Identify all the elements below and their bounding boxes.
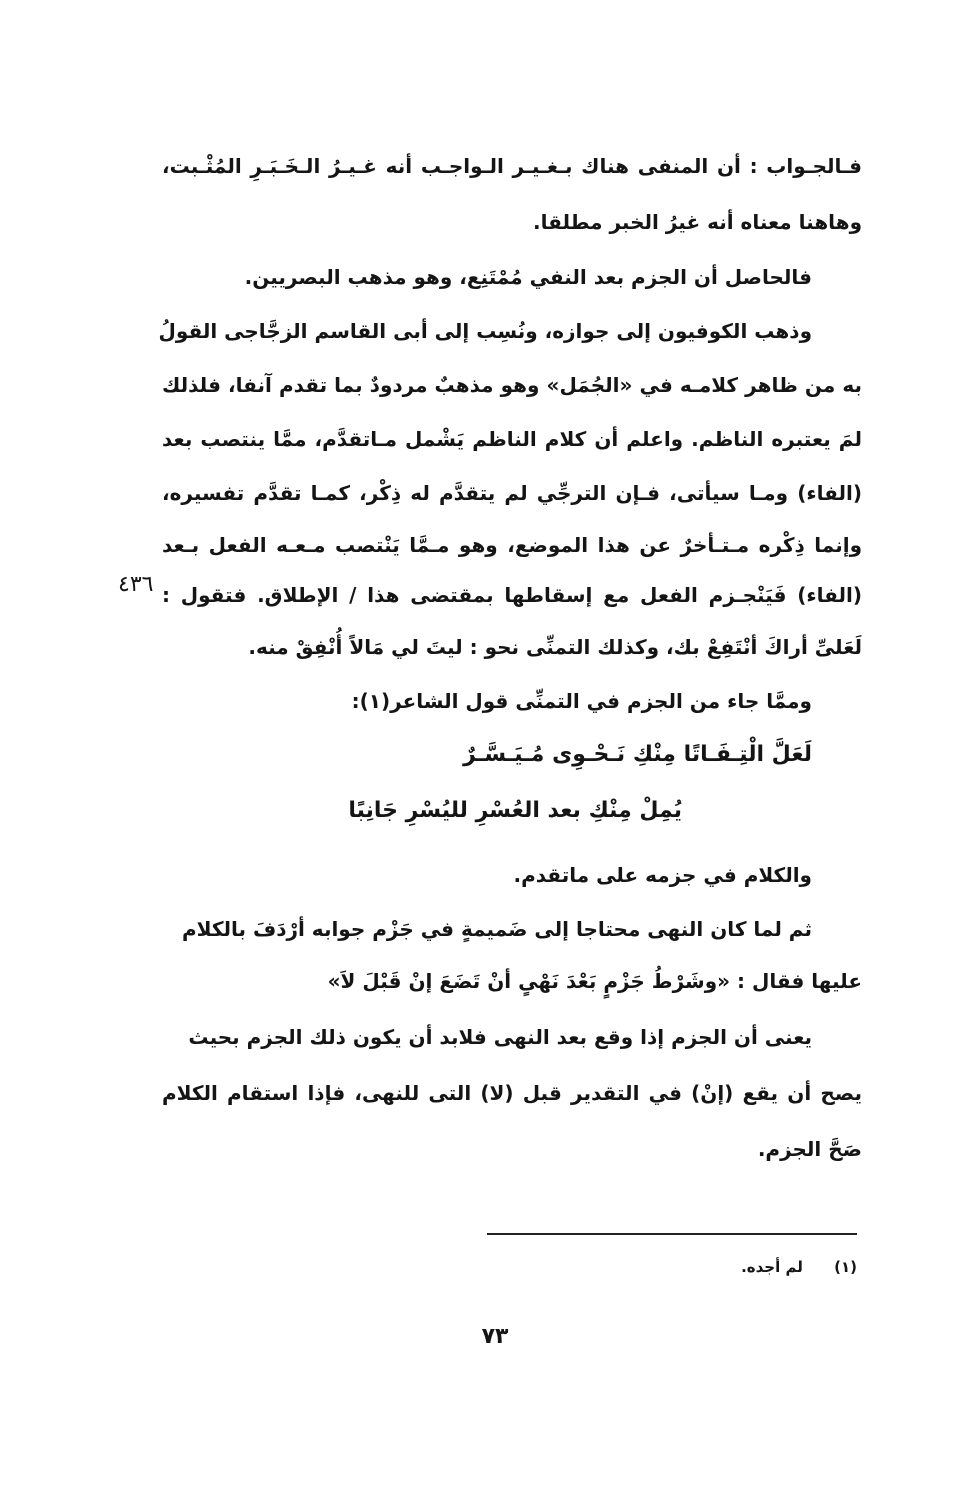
footnote — [741, 1255, 857, 1279]
text-line: وممَّا جاء من الجزم في التمنِّى قول الشاعر(١): — [351, 689, 812, 713]
page-number: ٧٣ — [481, 1324, 509, 1349]
text-line: (الفاء) ومـا سيأتى، فـإن الترجِّي لم يتقدَّم له ذِكْر، كمـا تقدَّم تفسيره، — [162, 481, 862, 505]
text-line: ثم لما كان النهى محتاجا إلى ضَميمةٍ في جَزْم جوابه أرْدَفَ بالكلام — [182, 917, 812, 941]
text-line: يصح أن يقع (إنْ) في التقدير قبل (لا) التى للنهى، فإذا استقام الكلام — [162, 1081, 862, 1105]
text-line: عليها فقال : «وشَرْطُ جَزْمٍ بَعْدَ نَهْىٍ أنْ تَضَعَ إنْ قَبْلَ لاَ» — [327, 969, 862, 993]
margin-page-reference: ٤٣٦ — [118, 572, 154, 597]
text-line: وإنما ذِكْره مـتـأخرٌ عن هذا الموضع، وهو مـمَّا يَنْتصب مـعـه الفعل بـعد — [162, 533, 862, 557]
footnote-text: لم أجده. — [741, 1258, 803, 1276]
footnote-number: (١) — [834, 1258, 857, 1276]
text-line: به من ظاهر كلامـه في «الجُمَل» وهو مذهبٌ مردودٌ بما تقدم آنفا، فلذلك — [162, 373, 862, 397]
verse-hemistich-second: يُمِلْ مِنْكِ بعد العُسْرِ لليُسْرِ جَانِبًا — [348, 798, 682, 823]
text-line: فالحاصل أن الجزم بعد النفي مُمْتَنِع، وهو مذهب البصريين. — [244, 265, 812, 289]
text-line: فـالجـواب : أن المنفى هناك بـغـيـر الـواجـب أنه غـيـرُ الـخَـبَـرِ المُثْـبت، — [162, 154, 862, 178]
footnote-divider — [487, 1233, 857, 1235]
text-line: وذهب الكوفيون إلى جوازه، ونُسِب إلى أبى القاسم الزجَّاجى القولُ — [158, 319, 812, 343]
text-line: (الفاء) فَيَنْجـزم الفعل مع إسقاطها بمقتضى هذا / الإطلاق. فتقول : — [162, 583, 862, 607]
text-line: والكلام في جزمه على ماتقدم. — [513, 863, 812, 887]
text-line: وهاهنا معناه أنه غيرُ الخبر مطلقا. — [533, 210, 862, 234]
text-line: لمَ يعتبره الناظم. واعلم أن كلام الناظم يَشْمل مـاتقدَّم، ممَّا ينتصب بعد — [162, 427, 862, 451]
verse-hemistich-first: لَعَلَّ الْتِـفَـاتًا مِنْكِ نَـحْـوِى مُـيَـسَّـرٌ — [463, 742, 812, 767]
text-line: يعنى أن الجزم إذا وقع بعد النهى فلابد أن يكون ذلك الجزم بحيث — [188, 1025, 812, 1049]
text-line: لَعَلىِّ أراكَ أنْتَفِعْ بك، وكذلك التمنِّى نحو : ليتَ لي مَالاً أُنْفِقْ منه. — [248, 635, 862, 659]
text-line: صَحَّ الجزم. — [757, 1137, 862, 1161]
